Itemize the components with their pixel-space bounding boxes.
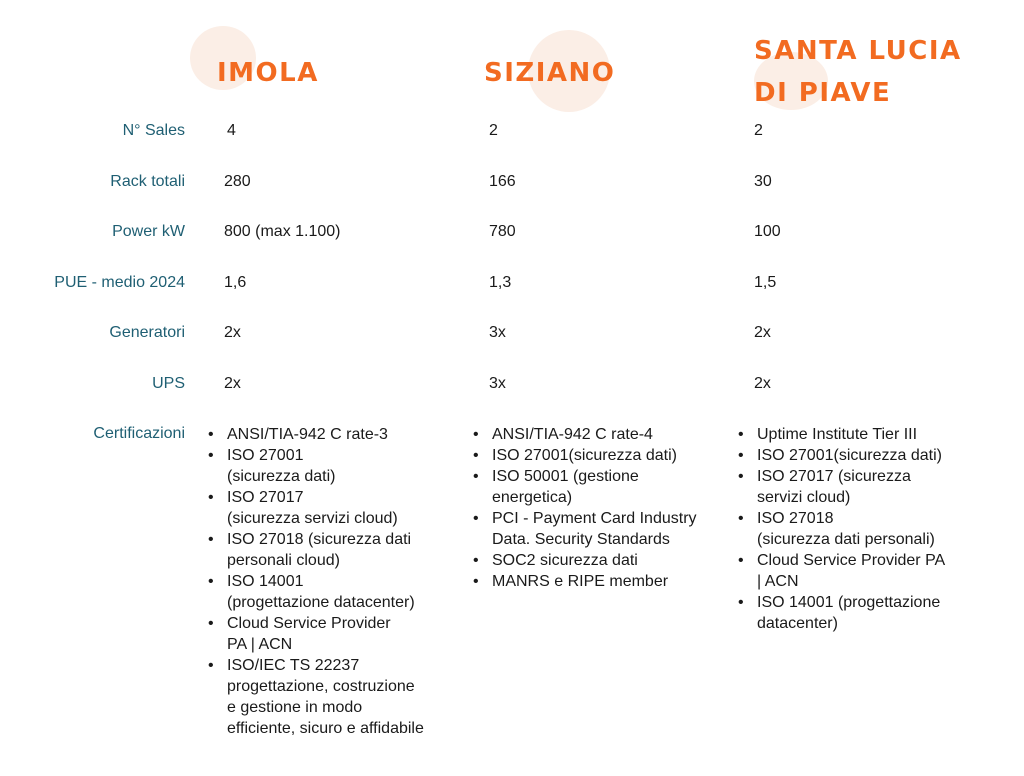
cert-item: • ISO 27001(sicurezza dati) [738, 445, 1008, 466]
santa-lucia-generatori: 2x [754, 324, 771, 341]
cert-item: • ISO 27017 (sicurezza servizi cloud) [208, 487, 458, 529]
santa-lucia-power: 100 [754, 223, 781, 240]
cert-item: • MANRS e RIPE member [473, 571, 733, 592]
cert-item: • ISO/IEC TS 22237 progettazione, costruzione e gestione in modo efficiente, sicuro e affidabile [208, 655, 458, 739]
siziano-rack: 166 [489, 173, 516, 190]
santa-lucia-ups: 2x [754, 375, 771, 392]
cert-item: • ISO 50001 (gestione energetica) [473, 466, 733, 508]
imola-generatori: 2x [224, 324, 241, 341]
row-label-rack: Rack totali [110, 173, 185, 190]
cert-item: • ISO 27018 (sicurezza dati personali) [738, 508, 1008, 550]
cert-item: • Cloud Service Provider PA | ACN [208, 613, 458, 655]
column-heading-santa-lucia: SANTA LUCIA DI PIAVE [754, 36, 962, 108]
certificazioni-list-siziano [473, 424, 733, 592]
certificazioni-list-imola [208, 424, 458, 739]
imola-sales: 4 [227, 122, 236, 139]
santa-lucia-rack: 30 [754, 173, 772, 190]
santa-lucia-sales: 2 [754, 122, 763, 139]
cert-item: • Cloud Service Provider PA | ACN [738, 550, 1008, 592]
imola-ups: 2x [224, 375, 241, 392]
row-label-power: Power kW [112, 223, 185, 240]
certificazioni-list-santa-lucia [738, 424, 1008, 634]
imola-rack: 280 [224, 173, 251, 190]
row-label-certificazioni: Certificazioni [93, 425, 185, 442]
row-label-generatori: Generatori [109, 324, 185, 341]
siziano-generatori: 3x [489, 324, 506, 341]
imola-power: 800 (max 1.100) [224, 223, 341, 240]
cert-item: • ISO 14001 (progettazione datacenter) [738, 592, 1008, 634]
siziano-sales: 2 [489, 122, 498, 139]
row-label-sales: N° Sales [122, 122, 185, 139]
cert-item: • ANSI/TIA-942 C rate-3 [208, 424, 458, 445]
cert-item: • ISO 14001 (progettazione datacenter) [208, 571, 458, 613]
cert-item: • ISO 27018 (sicurezza dati personali cloud) [208, 529, 458, 571]
cert-item: • PCI - Payment Card Industry Data. Security Standards [473, 508, 733, 550]
row-label-pue: PUE - medio 2024 [54, 274, 185, 291]
santa-lucia-pue: 1,5 [754, 274, 777, 291]
row-label-ups: UPS [152, 375, 185, 392]
cert-item: • Uptime Institute Tier III [738, 424, 1008, 445]
siziano-pue: 1,3 [489, 274, 512, 291]
column-heading-siziano: SIZIANO [484, 58, 616, 88]
cert-item: • ISO 27001 (sicurezza dati) [208, 445, 458, 487]
siziano-power: 780 [489, 223, 516, 240]
cert-item: • ISO 27001(sicurezza dati) [473, 445, 733, 466]
cert-item: • SOC2 sicurezza dati [473, 550, 733, 571]
siziano-ups: 3x [489, 375, 506, 392]
column-heading-imola: IMOLA [217, 58, 319, 88]
cert-item: • ANSI/TIA-942 C rate-4 [473, 424, 733, 445]
cert-item: • ISO 27017 (sicurezza servizi cloud) [738, 466, 1008, 508]
imola-pue: 1,6 [224, 274, 247, 291]
